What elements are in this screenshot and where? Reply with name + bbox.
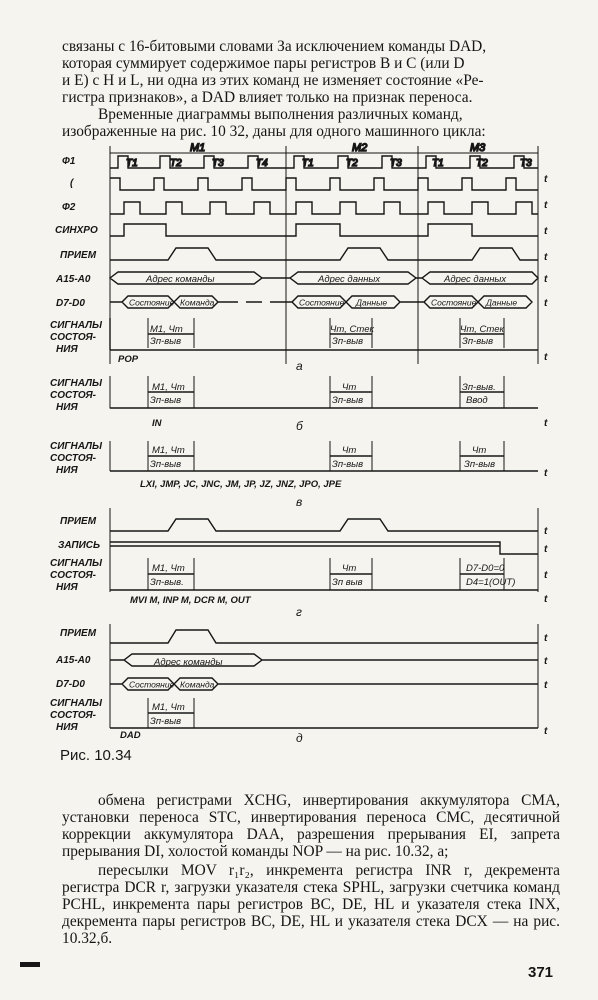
text-line: гистра признаков», а DAD влияет только на признак переноса. <box>62 89 473 106</box>
status-in-out: Зп-выв <box>150 395 182 406</box>
signal-label-f2: Ф2 <box>62 202 76 213</box>
write-waveform <box>110 542 538 554</box>
body-paragraphs <box>62 792 560 947</box>
recv-waveform <box>110 519 538 531</box>
status-in-out-m3: Зп-выв. <box>462 382 496 393</box>
status-rd: Чт <box>342 382 357 393</box>
cycle-m3-label: M3 <box>470 142 486 154</box>
status-input: Ввод <box>466 395 488 406</box>
signal-label-status-2: СОСТОЯ- <box>50 710 96 721</box>
status-m1-rd: M1, Чт <box>150 324 183 335</box>
status-d4: D4=1(OUT) <box>466 577 516 588</box>
state-label: T2 <box>346 158 358 169</box>
signal-label-sync: СИНХРО <box>55 225 98 236</box>
bus-label-data: Данные <box>486 297 518 308</box>
signal-label-status-1: СИГНАЛЫ <box>50 378 102 389</box>
status-m1-rd: M1, Чт <box>152 445 185 456</box>
signal-label-status-1: СИГНАЛЫ <box>50 441 102 452</box>
bus-label-addr-cmd: Адрес команды <box>146 274 215 285</box>
signal-label-status-2: СОСТОЯ- <box>50 332 96 343</box>
signal-label-clock: ( <box>70 178 74 189</box>
status-in-out-dot: Зп-выв. <box>150 577 184 588</box>
signal-label-recv: ПРИЕМ <box>60 628 97 639</box>
status-in-out: Зп-выв <box>332 459 364 470</box>
bus-label-state: Состояние <box>299 297 345 308</box>
t-axis-label: t <box>544 633 548 644</box>
t-axis-label: t <box>544 252 548 263</box>
panel-d-note: MVI M, INP M, DCR M, OUT <box>130 595 251 606</box>
t-axis-label: t <box>544 570 548 581</box>
bus-label-addr-data: Адрес данных <box>444 274 507 285</box>
status-rd-stack: Чт, Стек <box>330 324 375 335</box>
panel-c-letter: в <box>296 495 303 509</box>
paragraph: обмена регистрами XCHG, инвертирования аккумулятора CMA, установки переноса STC, инвертирования переноса CMC, десятичной коррекции аккумулятора DAA, разрешения прерывания EI, запрета прерывания DI, холостой команды NOP — на рис. 10.32, а; <box>62 792 560 860</box>
t-axis-label: t <box>544 200 548 211</box>
page-number: 371 <box>528 964 554 981</box>
state-label: T3 <box>212 158 224 169</box>
recv-waveform <box>110 248 538 260</box>
status-m1-rd: M1, Чт <box>152 382 185 393</box>
signal-label-status-3: НИЯ <box>56 402 78 413</box>
signal-label-status-3: НИЯ <box>56 344 78 355</box>
panel-e-letter: д <box>296 731 303 745</box>
state-label: T3 <box>390 158 402 169</box>
t-axis-label: t <box>544 174 548 185</box>
status-rd-stack: Чт, Стек <box>460 324 505 335</box>
panel-b-note: IN <box>152 418 162 429</box>
signal-label-status-3: НИЯ <box>56 465 78 476</box>
signal-label-f1: Ф1 <box>62 156 76 167</box>
text-line: которая суммирует содержимое пары регистров B и C (или D <box>62 55 465 72</box>
timing-diagram-figure <box>0 136 598 748</box>
bus-label-cmd: Команда <box>180 679 215 690</box>
status-in-out: Зп-выв <box>150 459 182 470</box>
panel-a-note: POP <box>118 354 139 365</box>
t-axis-label: t <box>544 680 548 691</box>
t-axis-label: t <box>544 352 548 363</box>
t-axis-label: t <box>544 298 548 309</box>
bus-label-addr-cmd: Адрес команды <box>154 657 223 668</box>
status-d7-d0: D7-D0=0 <box>466 563 505 574</box>
bus-label-addr-data: Адрес данных <box>318 274 381 285</box>
signal-label-recv: ПРИЕМ <box>60 250 97 261</box>
bus-label-state: Состояние <box>129 297 175 308</box>
status-rd: Чт <box>472 445 487 456</box>
bus-label-state: Состояние <box>431 297 477 308</box>
state-label: T3 <box>520 158 532 169</box>
state-label: T1 <box>126 158 138 169</box>
panel-c-note: LXI, JMP, JC, JNC, JM, JP, JZ, JNZ, JPO, JPE <box>140 479 342 490</box>
status-rd: Чт <box>342 563 357 574</box>
signal-label-status-3: НИЯ <box>56 722 78 733</box>
recv-waveform <box>110 630 538 643</box>
status-m1-rd: M1, Чт <box>152 702 185 713</box>
state-label: T1 <box>302 158 314 169</box>
status-in-out: Зп-выв <box>332 336 364 347</box>
margin-mark <box>20 962 40 967</box>
signal-label-status-1: СИГНАЛЫ <box>50 320 102 331</box>
t-axis-label: t <box>544 418 548 429</box>
t-axis-label: t <box>544 544 548 555</box>
bus-label-data: Данные <box>356 297 388 308</box>
signal-label-addr: A15-A0 <box>56 655 91 666</box>
intro-paragraph <box>62 38 560 140</box>
status-in-out: Зп-выв <box>462 336 494 347</box>
signal-label-data: D7-D0 <box>56 679 85 690</box>
status-in-out-short: Зп выв <box>332 577 363 588</box>
state-label: T4 <box>256 158 268 169</box>
t-axis-label: t <box>544 468 548 479</box>
state-label: T2 <box>476 158 488 169</box>
status-rd: Чт <box>342 445 357 456</box>
status-in-out: Зп-выв <box>150 336 182 347</box>
clock-waveform <box>110 178 538 190</box>
text-line: изображенные на рис. 10 32, даны для одного машинного цикла: <box>62 123 486 140</box>
signal-label-write: ЗАПИСЬ <box>58 540 101 551</box>
figure-caption: Рис. 10.34 <box>60 747 132 764</box>
state-label: T1 <box>432 158 444 169</box>
sync-waveform <box>110 224 538 236</box>
status-m1-rd: M1, Чт <box>152 563 185 574</box>
f2-waveform <box>110 202 538 214</box>
signal-label-data: D7-D0 <box>56 298 85 309</box>
signal-label-status-2: СОСТОЯ- <box>50 453 96 464</box>
t-axis-label: t <box>544 594 548 605</box>
t-axis-label: t <box>544 726 548 737</box>
text-line: связаны с 16-битовыми словами За исключением команды DAD, <box>62 38 487 55</box>
panel-d-letter: г <box>296 605 302 619</box>
t-axis-label: t <box>544 656 548 667</box>
t-axis-label: t <box>544 526 548 537</box>
status-in-out: Зп-выв <box>332 395 364 406</box>
text-line: Временные диаграммы выполнения различных команд, <box>98 106 463 123</box>
bus-label-cmd: Команда <box>180 297 215 308</box>
t-axis-label: t <box>544 226 548 237</box>
signal-label-status-1: СИГНАЛЫ <box>50 558 102 569</box>
signal-label-status-2: СОСТОЯ- <box>50 570 96 581</box>
signal-label-status-3: НИЯ <box>56 582 78 593</box>
signal-label-addr: A15-A0 <box>56 274 91 285</box>
panel-b-letter: б <box>296 419 303 433</box>
signal-label-recv: ПРИЕМ <box>60 516 97 527</box>
state-label: T2 <box>170 158 182 169</box>
paragraph: пересылки MOV r₁r₂, инкремента регистра INR r, декремента регистра DCR r, загрузки указателя стека SPHL, загрузки счетчика команд PCHL, инкремента пары регистров BC, DE, HL и указателя стека INX, декремента пары регистров BC, DE, HL и указателя стека DCX — на рис. 10.32,б. <box>62 862 560 947</box>
status-in-out: Зп-выв <box>464 459 496 470</box>
cycle-m1-label: M1 <box>190 142 206 154</box>
panel-e-note: DAD <box>120 730 141 741</box>
text-line: и E) с H и L, ни одна из этих команд не изменяет состояние «Ре- <box>62 72 484 89</box>
bus-label-state: Состояние <box>129 679 175 690</box>
status-in-out: Зп-выв <box>150 716 182 727</box>
t-axis-label: t <box>544 274 548 285</box>
cycle-m2-label: M2 <box>352 142 368 154</box>
panel-a-letter: а <box>296 359 303 373</box>
signal-label-status-1: СИГНАЛЫ <box>50 698 102 709</box>
signal-label-status-2: СОСТОЯ- <box>50 390 96 401</box>
